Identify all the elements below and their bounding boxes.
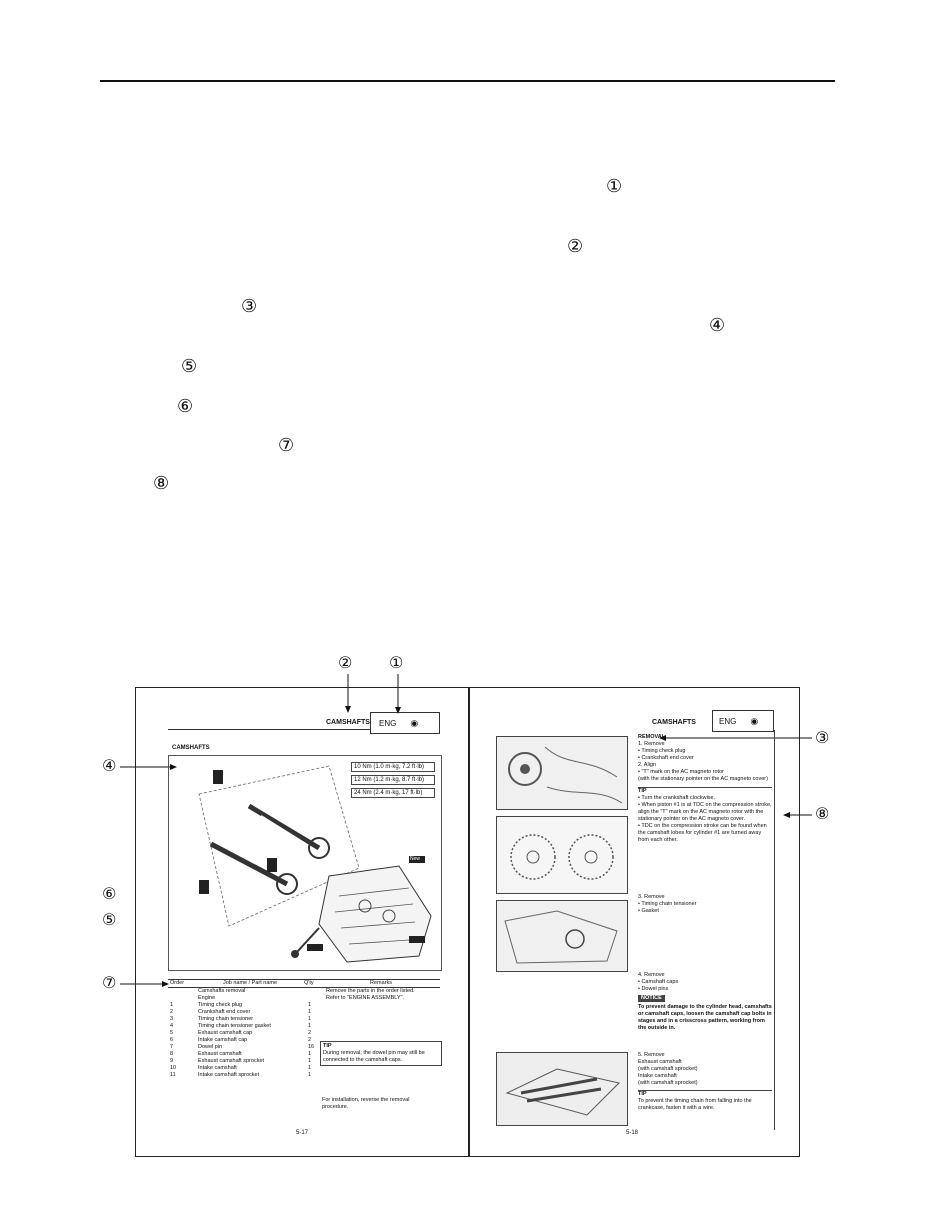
table-tip [320,1041,442,1066]
cell-remarks [326,1016,438,1023]
right-header-box [712,710,774,732]
left-section-title: CAMSHAFTS [172,745,210,751]
tip2-text: To prevent the timing chain from falling into the crankcase, fasten it with a wire. [638,1098,752,1111]
cell-part-name: Timing chain tensioner gasket [198,1023,271,1029]
cell-qty: 1 [308,1009,312,1015]
table-row [168,1009,440,1016]
text-line: (with the stationary pointer on the AC magneto cover) [638,776,768,782]
text-line: 2. Align [638,762,657,768]
marker-4: ④ [709,315,726,336]
marker-5: ⑤ [181,356,198,377]
left-page-number: 5-17 [296,1130,309,1136]
text-line: 5. Remove [638,1052,665,1058]
text-line: • Turn the crankshaft clockwise. [638,795,716,801]
left-header-tag: ENG [379,718,397,728]
cell-order: 8 [170,1051,174,1057]
cell-order: 10 [170,1065,177,1071]
callout-1: ① [389,653,404,672]
text-line: 3. Remove [638,894,665,900]
cell-part-name: Exhaust camshaft [198,1051,242,1057]
exploded-drawing [169,756,441,970]
cell-remarks: Refer to "ENGINE ASSEMBLY". [326,995,405,1001]
left-page [136,688,468,1156]
callout-7: ⑦ [102,973,117,992]
cell-order: 6 [170,1037,174,1043]
text-line: • Gasket [638,908,659,914]
cell-remarks [326,1072,438,1079]
right-edge-bracket [774,730,775,1130]
parts-table [168,979,440,1110]
photo-1 [496,736,628,810]
callout-2: ② [338,653,353,672]
cell-remarks [326,1023,438,1030]
notice-block [638,972,772,1032]
tip1-box [638,787,772,844]
callout-5: ⑤ [102,910,117,929]
cell-part-name: Intake camshaft cap [198,1037,248,1043]
cell-part-name: Intake camshaft sprocket [198,1072,260,1078]
cell-qty: 1 [308,1023,312,1029]
cell-part-name: Timing check plug [198,1002,243,1008]
text-line: 4. Remove [638,972,665,978]
cell-qty: 2 [308,1030,312,1036]
text-line: 1. Remove [638,741,665,747]
marker-6: ⑥ [177,396,194,417]
new-tag: New [410,856,421,862]
text-line: • Crankshaft end cover [638,755,694,761]
cell-qty: 1 [308,1072,312,1078]
text-line: • Camshaft caps [638,979,679,985]
notice-label: NOTICE [638,995,665,1002]
cell-qty: 16 [308,1044,315,1050]
text-line: • Dowel pins [638,986,669,992]
tip2-label: TIP [638,1091,647,1097]
cell-order: 11 [170,1072,176,1078]
cell-order: 5 [170,1030,174,1036]
table-row [168,1065,440,1072]
text-line: (with camshaft sprocket) [638,1080,698,1086]
table-row [168,1023,440,1030]
table-row [168,1072,440,1079]
text-line: Intake camshaft [638,1073,677,1079]
steps4-block [638,1052,772,1087]
cell-qty [306,988,326,995]
torque-spec-1: 10 Nm (1.0 m·kg, 7.2 ft·lb) [351,762,435,772]
marker-3: ③ [241,296,258,317]
marker-7: ⑦ [278,435,295,456]
table-tip-label: TIP [323,1043,332,1049]
marker-1: ① [606,176,623,197]
cell-qty: 2 [308,1037,312,1043]
col-remarks: Remarks [369,980,392,986]
cell-part-name: Camshafts removal [198,988,246,994]
cell-remarks: Remove the parts in the order listed. [326,988,415,994]
col-job-name: Job name / Part name [222,980,278,986]
table-row [168,995,440,1002]
text-line: • Timing check plug [638,748,686,754]
tip1-label: TIP [638,788,647,794]
table-row [168,1030,440,1037]
cell-qty: 1 [308,1002,312,1008]
cell-order: 2 [170,1009,174,1015]
table-row [168,988,440,995]
callout-4: ④ [102,756,117,775]
cell-part-name: Exhaust camshaft sprocket [198,1058,265,1064]
text-line: (with camshaft sprocket) [638,1066,698,1072]
callout-8: ⑧ [815,804,830,823]
engine-icon: ◉ [410,717,419,728]
notice-text: To prevent damage to the cylinder head, camshafts or camshaft caps, loosen the camshaft cap bolts in stages and in a crisscross pattern, working from the outside in. [638,1004,772,1031]
right-text [638,734,772,844]
steps2-block [638,894,772,915]
callout-3: ③ [815,728,830,747]
photo-3-drawing [497,901,627,971]
photo-3 [496,900,628,972]
cell-remarks [326,1030,438,1037]
cell-order: 3 [170,1016,174,1022]
col-order: Order [170,980,185,986]
cell-part-name: Crankshaft end cover [198,1009,251,1015]
torque-spec-3: 24 Nm (2.4 m·kg, 17 ft·lb) [351,788,435,798]
cell-part-name: Timing chain tensioner [198,1016,254,1022]
cell-order: 7 [170,1044,174,1050]
col-qty: Q'ty [304,980,314,986]
cell-order [168,995,196,1002]
callout-6: ⑥ [102,884,117,903]
left-header-rule [168,729,370,730]
cell-remarks [326,1009,438,1016]
text-line: • When piston #1 is at TDC on the compression stroke, align the "T" mark on the AC magneto rotor with the stationary pointer on the AC magneto cover. [638,802,772,822]
cell-remarks [326,1065,438,1072]
cell-qty: 1 [308,1051,312,1057]
cell-part-name: Dowel pin [198,1044,223,1050]
cell-part-name: Intake camshaft [198,1065,237,1071]
steps-block [638,741,772,783]
exploded-diagram [168,755,442,971]
photo-4-drawing [497,1053,627,1125]
table-row [168,1016,440,1023]
right-page [470,688,800,1156]
photo-2-drawing [497,817,627,893]
photo-2 [496,816,628,894]
steps3-block [638,972,772,993]
right-page-number: 5-18 [626,1130,639,1136]
cell-qty: 1 [308,1016,312,1022]
cell-part-name: Exhaust camshaft cap [198,1030,253,1036]
engine-icon: ◉ [750,715,759,726]
cell-qty: 1 [308,1065,312,1071]
cell-order: 1 [170,1002,174,1008]
cell-qty [306,995,326,1002]
cell-order [168,988,196,995]
table-tip-text: During removal, the dowel pin may still be connected to the camshaft caps. [323,1050,425,1063]
text-line: Exhaust camshaft [638,1059,682,1065]
text-line: • TDC on the compression stroke can be found when the camshaft lobes for cylinder #1 are turned away from each other. [638,823,767,843]
cell-part-name: Engine [198,995,216,1001]
left-header-title: CAMSHAFTS [326,719,370,726]
cell-remarks [326,1002,438,1009]
manual-spread [135,687,800,1157]
text-line: • Timing chain tensioner [638,901,697,907]
tip1-lines [638,795,772,844]
table-row [168,1002,440,1009]
cell-order: 9 [170,1058,174,1064]
right-header-title: CAMSHAFTS [652,719,696,726]
right-header-tag: ENG [719,716,737,726]
photo-4 [496,1052,628,1126]
cell-qty: 1 [308,1058,312,1064]
removal-title: REMOVAL [638,734,666,740]
photo-1-drawing [497,737,627,809]
cell-order: 4 [170,1023,174,1029]
installation-note: For installation, reverse the removal procedure. [322,1097,410,1110]
tip2-box [638,1090,772,1112]
table-header [168,979,440,988]
marker-8: ⑧ [153,473,170,494]
marker-2: ② [567,236,584,257]
text-line: • "T" mark on the AC magneto rotor [638,769,724,775]
left-header-box [370,712,440,734]
torque-spec-2: 12 Nm (1.2 m·kg, 8.7 ft·lb) [351,775,435,785]
